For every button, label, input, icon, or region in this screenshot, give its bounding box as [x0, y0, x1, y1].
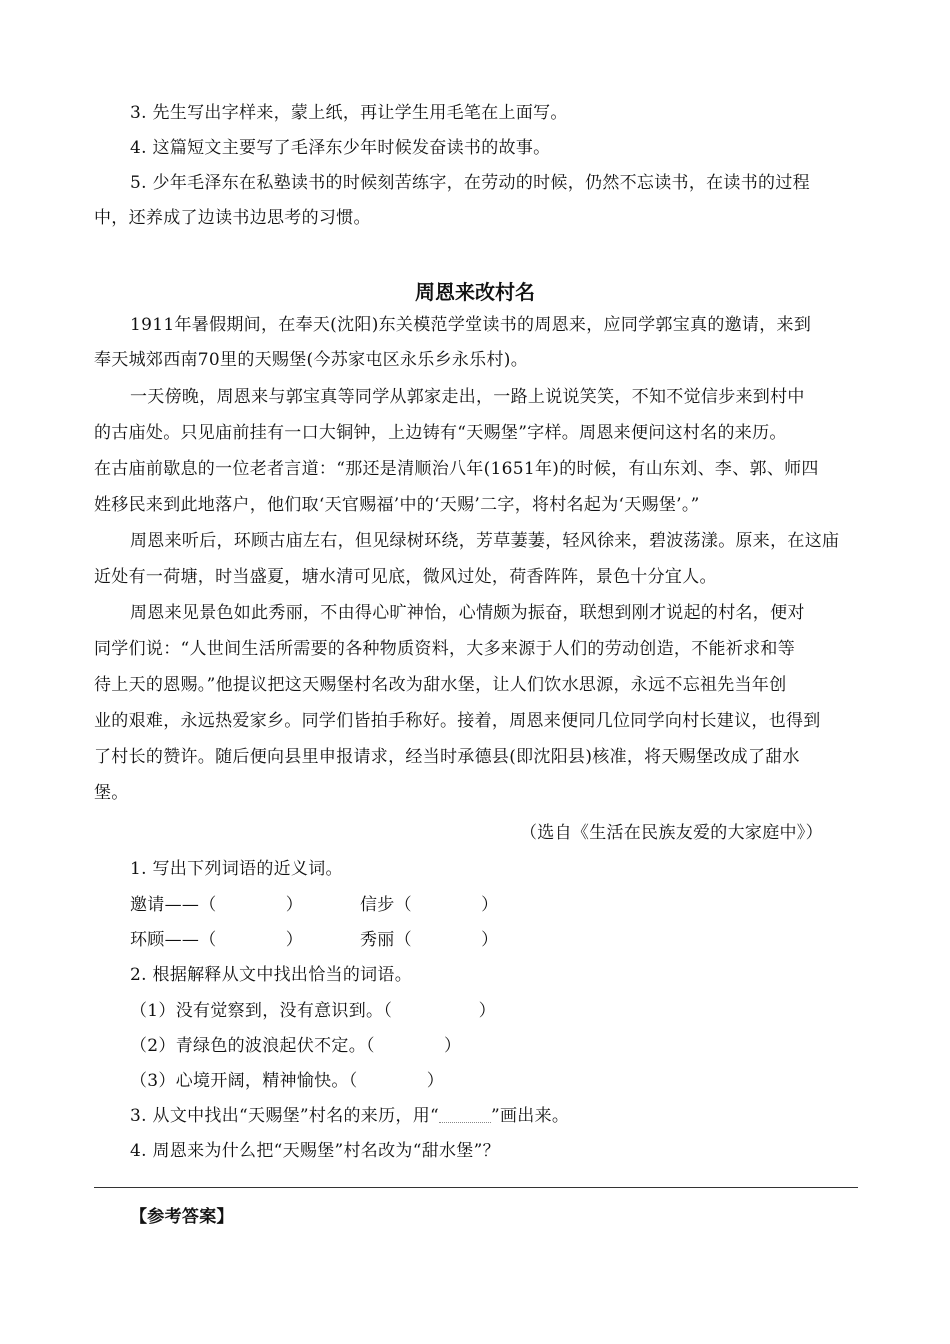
q2-item-1: （1）没有觉察到，没有意识到。（ ）	[130, 1001, 496, 1021]
question-2: 2. 根据解释从文中找出恰当的词语。	[130, 965, 413, 985]
article-line: 业的艰难，永远热爱家乡。同学们皆拍手称好。接着，周恩来便同几位同学向村长建议，也得到	[94, 711, 821, 731]
article-line: 了村长的赞许。随后便向县里申报请求，经当时承德县(即沈阳县)核准，将天赐堡改成了甜水	[94, 747, 800, 767]
question-3-text-b: ”画出来。	[491, 1106, 570, 1126]
article-line: 一天傍晚，周恩来与郭宝真等同学从郭家走出，一路上说说笑笑，不知不觉信步来到村中	[130, 387, 805, 407]
article-line: 同学们说：“人世间生活所需要的各种物质资料，大多来源于人们的劳动创造，不能祈求和等	[94, 639, 795, 659]
prev-answer-5-cont: 中，还养成了边读书边思考的习惯。	[94, 208, 371, 228]
q1-item-huangu: 环顾——（ ）	[130, 930, 303, 950]
q2-item-3: （3）心境开阔，精神愉快。（ ）	[130, 1071, 445, 1091]
prev-answer-5: 5. 少年毛泽东在私塾读书的时候刻苦练字，在劳动的时候，仍然不忘读书，在读书的过程	[130, 173, 810, 193]
article-line: 近处有一荷塘，时当盛夏，塘水清可见底，微风过处，荷香阵阵，景色十分宜人。	[94, 567, 717, 587]
prev-answer-4: 4. 这篇短文主要写了毛泽东少年时候发奋读书的故事。	[130, 138, 551, 158]
article-line: 周恩来见景色如此秀丽，不由得心旷神怡，心情颇为振奋，联想到刚才说起的村名，便对	[130, 603, 805, 623]
article-line: 姓移民来到此地落户，他们取‘天官赐福’中的‘天赐’二字，将村名起为‘天赐堡’。”	[94, 495, 700, 515]
prev-answer-3: 3. 先生写出字样来，蒙上纸，再让学生用毛笔在上面写。	[130, 103, 568, 123]
wavy-underline-mark	[439, 1116, 491, 1123]
article-source: （选自《生活在民族友爱的大家庭中》）	[520, 823, 823, 843]
q1-item-yaoqing: 邀请——（ ）	[130, 895, 303, 915]
article-line: 待上天的恩赐。”他提议把这天赐堡村名改为甜水堡，让人们饮水思源，永远不忘祖先当年创	[94, 675, 787, 695]
question-3-text-a: 3. 从文中找出“天赐堡”村名的来历，用“	[130, 1106, 439, 1126]
q2-item-2: （2）青绿色的波浪起伏不定。（ ）	[130, 1036, 462, 1056]
article-line: 奉天城郊西南70里的天赐堡(今苏家屯区永乐乡永乐村)。	[94, 350, 528, 370]
article-line: 周恩来听后，环顾古庙左右，但见绿树环绕，芳草萋萋，轻风徐来，碧波荡漾。原来，在这庙	[130, 531, 840, 551]
article-line: 堡。	[94, 783, 129, 803]
answer-heading: 【参考答案】	[130, 1207, 234, 1227]
q1-item-xiuli: 秀丽（ ）	[360, 930, 499, 950]
q1-item-xinbu: 信步（ ）	[360, 895, 499, 915]
section-divider	[94, 1187, 858, 1188]
question-4: 4. 周恩来为什么把“天赐堡”村名改为“甜水堡”？	[130, 1141, 500, 1161]
article-line: 1911年暑假期间，在奉天(沈阳)东关模范学堂读书的周恩来，应同学郭宝真的邀请，来到	[130, 315, 812, 335]
article-line: 在古庙前歇息的一位老者言道：“那还是清顺治八年(1651年)的时候，有山东刘、李、郭、师四	[94, 459, 819, 479]
question-3	[130, 1105, 900, 1127]
article-title: 周恩来改村名	[415, 280, 535, 304]
article-line: 的古庙处。只见庙前挂有一口大铜钟，上边铸有“天赐堡”字样。周恩来便问这村名的来历。	[94, 423, 787, 443]
question-1: 1. 写出下列词语的近义词。	[130, 859, 343, 879]
